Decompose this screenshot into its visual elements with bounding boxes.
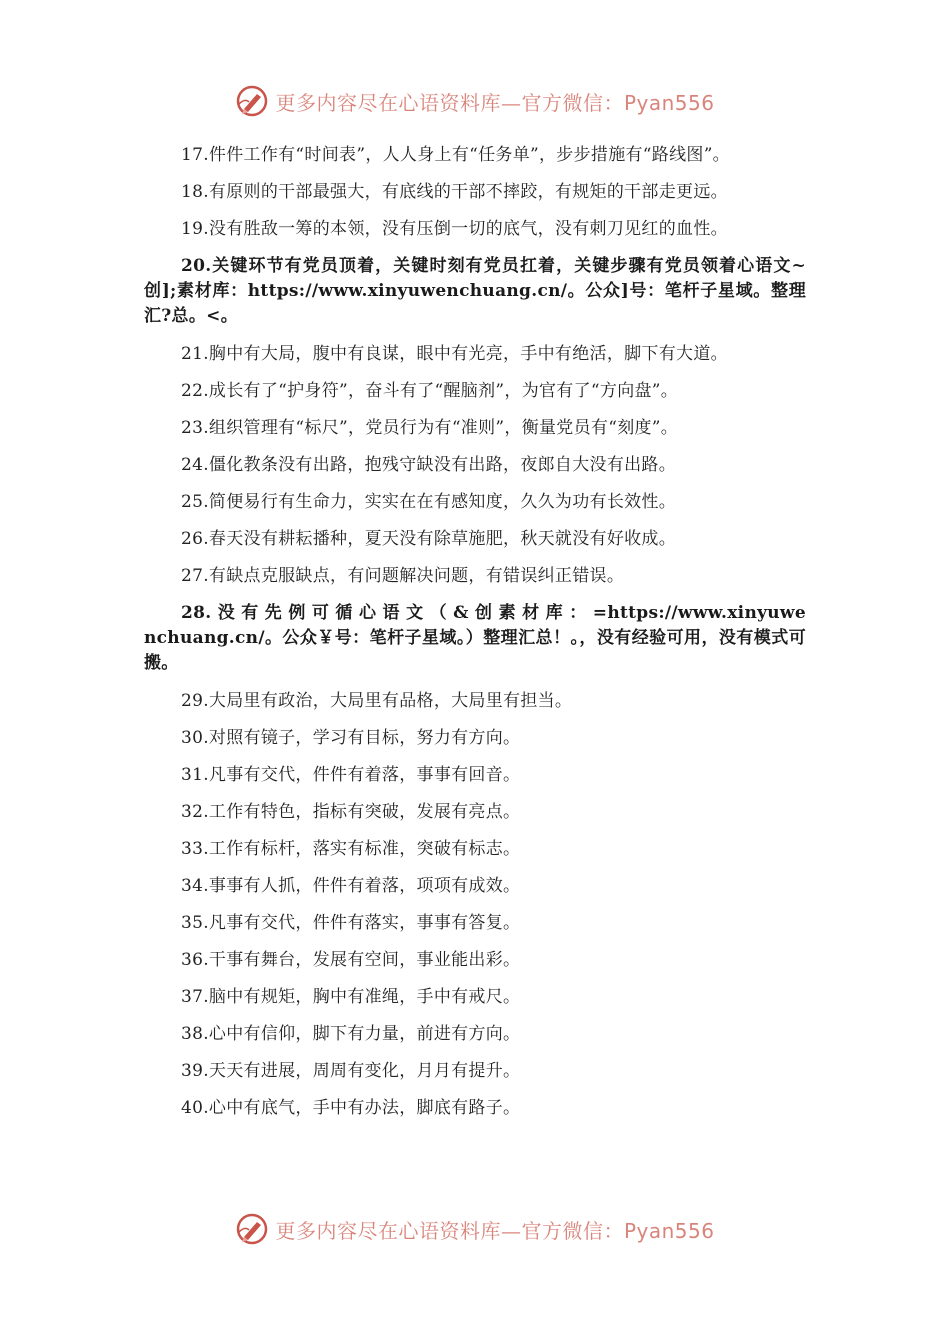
list-item: 29.大局里有政治，大局里有品格，大局里有担当。 [181, 691, 573, 711]
list-item: 19.没有胜敌一筹的本领，没有压倒一切的底气，没有刺刀见红的血性。 [181, 219, 728, 239]
list-item: 28. 没 有 先 例 可 循 心 语 文 （ & 创 素 材 库 ： =https://www.xinyuwenchuang.cn/。公众￥号：笔杆子星域。）整理汇总！。，没有经验可用，没有模式可搬。 [144, 603, 806, 673]
list-item: 27.有缺点克服缺点，有问题解决问题，有错误纠正错误。 [181, 566, 625, 586]
list-item: 20.关键环节有党员顶着，关键时刻有党员扛着，关键步骤有党员领着心语文~创];素材库：https://www.xinyuwenchuang.cn/。公众]号：笔杆子星域。整理汇?总。<。 [144, 256, 806, 326]
list-item: 23.组织管理有“标尺”，党员行为有“准则”，衡量党员有“刻度”。 [181, 418, 679, 438]
list-item: 26.春天没有耕耘播种，夏天没有除草施肥，秋天就没有好收成。 [181, 529, 677, 549]
list-item: 34.事事有人抓，件件有着落，项项有成效。 [181, 876, 521, 896]
list-item: 33.工作有标杆，落实有标准，突破有标志。 [181, 839, 521, 859]
list-item: 22.成长有了“护身符”，奋斗有了“醒脑剂”，为官有了“方向盘”。 [181, 381, 679, 401]
list-item: 18.有原则的干部最强大，有底线的干部不摔跤，有规矩的干部走更远。 [181, 182, 728, 202]
list-item: 32.工作有特色，指标有突破，发展有亮点。 [181, 802, 521, 822]
list-item: 38.心中有信仰，脚下有力量，前进有方向。 [181, 1024, 521, 1044]
pen-logo-icon [235, 84, 269, 118]
document-body [144, 143, 806, 1133]
list-item: 37.脑中有规矩，胸中有准绳，手中有戒尺。 [181, 987, 521, 1007]
footer-banner [0, 1212, 950, 1246]
list-item: 21.胸中有大局，腹中有良谋，眼中有光亮，手中有绝活，脚下有大道。 [181, 344, 728, 364]
list-item: 40.心中有底气，手中有办法，脚底有路子。 [181, 1098, 521, 1118]
list-item: 25.简便易行有生命力，实实在在有感知度，久久为功有长效性。 [181, 492, 677, 512]
list-item: 35.凡事有交代，件件有落实，事事有答复。 [181, 913, 521, 933]
list-item: 30.对照有镜子，学习有目标，努力有方向。 [181, 728, 521, 748]
pen-logo-icon [235, 1212, 269, 1246]
list-item: 31.凡事有交代，件件有着落，事事有回音。 [181, 765, 521, 785]
header-banner-text: 更多内容尽在心语资料库—官方微信：Pyan556 [275, 90, 715, 115]
list-item: 17.件件工作有“时间表”，人人身上有“任务单”，步步措施有“路线图”。 [181, 145, 730, 165]
list-item: 39.天天有进展，周周有变化，月月有提升。 [181, 1061, 521, 1081]
list-item: 36.干事有舞台，发展有空间，事业能出彩。 [181, 950, 521, 970]
header-banner [0, 84, 950, 118]
list-item: 24.僵化教条没有出路，抱残守缺没有出路，夜郎自大没有出路。 [181, 455, 677, 475]
footer-banner-text: 更多内容尽在心语资料库—官方微信：Pyan556 [275, 1218, 715, 1243]
